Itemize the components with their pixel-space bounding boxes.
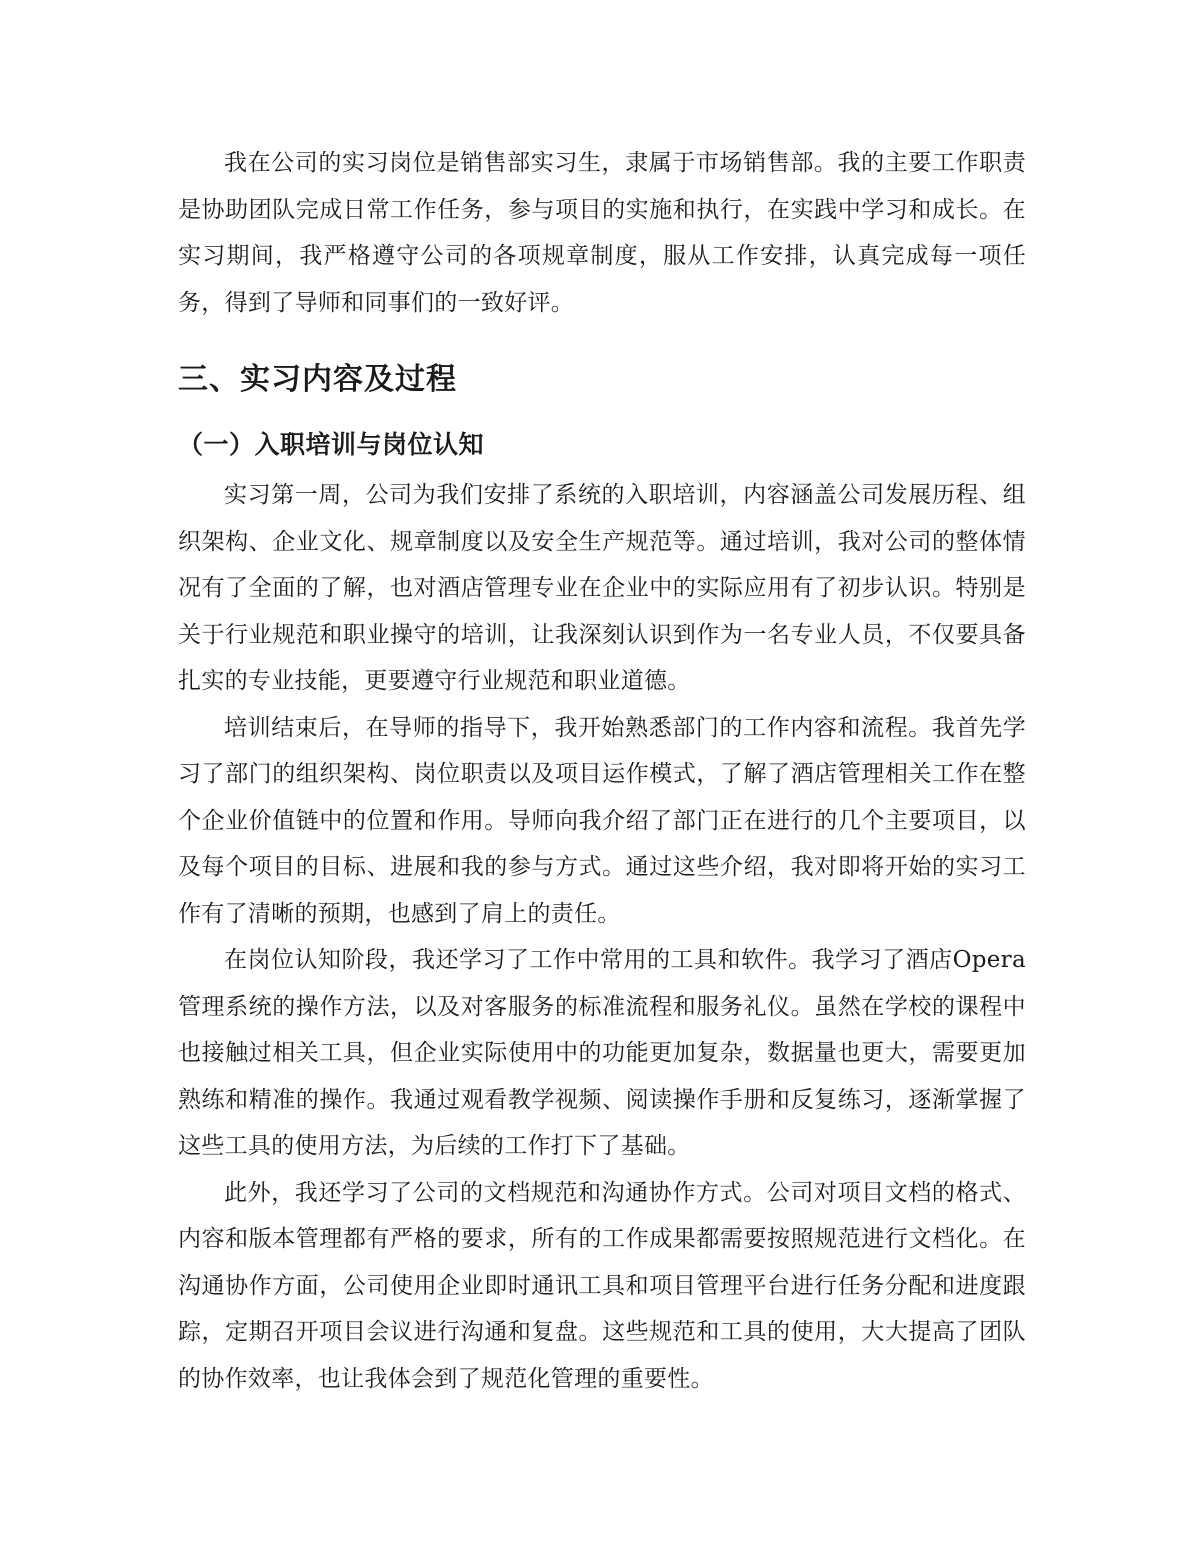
body-paragraph-tools-learning: 在岗位认知阶段，我还学习了工作中常用的工具和软件。我学习了酒店Opera管理系统的操作方法，以及对客服务的标准流程和服务礼仪。虽然在学校的课程中也接触过相关工具，但企业实际使用中的功能更加复杂，数据量也更大，需要更加熟练和精准的操作。我通过观看教学视频、阅读操作手册和反复练习，逐渐掌握了这些工具的使用方法，为后续的工作打下了基础。 bbox=[178, 947, 1026, 1159]
section-heading: 三、实习内容及过程 bbox=[178, 362, 457, 397]
document-page bbox=[178, 140, 1026, 1402]
body-paragraph-documentation-collaboration: 此外，我还学习了公司的文档规范和沟通协作方式。公司对项目文档的格式、内容和版本管理都有严格的要求，所有的工作成果都需要按照规范进行文档化。在沟通协作方面，公司使用企业即时通讯工具和项目管理平台进行任务分配和进度跟踪，定期召开项目会议进行沟通和复盘。这些规范和工具的使用，大大提高了团队的协作效率，也让我体会到了规范化管理的重要性。 bbox=[178, 1179, 1026, 1392]
subsection-heading: （一）入职培训与岗位认知 bbox=[178, 430, 485, 459]
body-paragraph-department-familiarization: 培训结束后，在导师的指导下，我开始熟悉部门的工作内容和流程。我首先学习了部门的组织架构、岗位职责以及项目运作模式，了解了酒店管理相关工作在整个企业价值链中的位置和作用。导师向我介绍了部门正在进行的几个主要项目，以及每个项目的目标、进展和我的参与方式。通过这些介绍，我对即将开始的实习工作有了清晰的预期，也感到了肩上的责任。 bbox=[178, 714, 1026, 927]
body-paragraph-onboarding-training: 实习第一周，公司为我们安排了系统的入职培训，内容涵盖公司发展历程、组织架构、企业文化、规章制度以及安全生产规范等。通过培训，我对公司的整体情况有了全面的了解，也对酒店管理专业在企业中的实际应用有了初步认识。特别是关于行业规范和职业操守的培训，让我深刻认识到作为一名专业人员，不仅要具备扎实的专业技能，更要遵守行业规范和职业道德。 bbox=[178, 482, 1026, 694]
intro-paragraph: 我在公司的实习岗位是销售部实习生，隶属于市场销售部。我的主要工作职责是协助团队完成日常工作任务，参与项目的实施和执行，在实践中学习和成长。在实习期间，我严格遵守公司的各项规章制度，服从工作安排，认真完成每一项任务，得到了导师和同事们的一致好评。 bbox=[178, 150, 1026, 316]
